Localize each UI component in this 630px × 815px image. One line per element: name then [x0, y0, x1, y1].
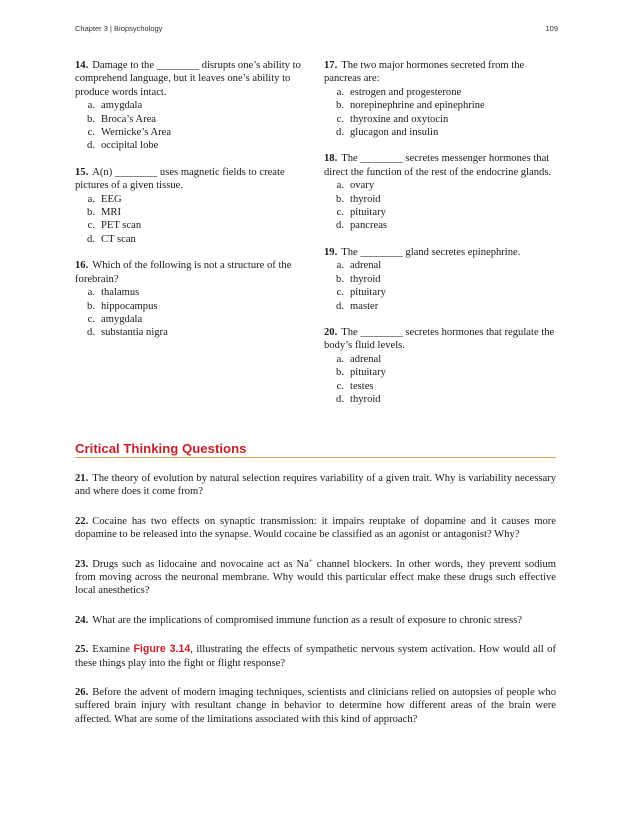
- option: a. estrogen and progesterone: [336, 86, 462, 98]
- question-14: [75, 59, 301, 153]
- option: a. thalamus: [87, 287, 140, 299]
- option: b. pituitary: [336, 367, 386, 379]
- critical-thinking-section: [75, 441, 556, 726]
- chapter-header: Chapter 3 | Biopsychology: [75, 24, 163, 33]
- option: b. thyroid: [336, 193, 381, 205]
- question-text: The ________ gland secretes epinephrine.: [341, 246, 521, 258]
- option: d. substantia nigra: [87, 327, 168, 339]
- question-text: A(n) ________ uses magnetic fields to create pictures of a given tissue.: [75, 166, 285, 192]
- question-text: The ________ secretes hormones that regulate the body’s fluid levels.: [324, 326, 555, 352]
- option: c. PET scan: [87, 220, 142, 232]
- option: d. CT scan: [87, 233, 136, 245]
- option: b. hippocampus: [87, 300, 158, 312]
- question-number: 19.: [324, 246, 338, 258]
- question-24: 24. What are the implications of compromised immune function as a result of exposure to chronic stress?: [75, 614, 523, 626]
- section-title: Critical Thinking Questions: [75, 441, 556, 458]
- question-number: 15.: [75, 166, 89, 178]
- question-22: 22. Cocaine has two effects on synaptic transmission: it impairs reuptake of dopamine and it causes more dopamine to be released into the synapse. Would cocaine be classified as an agonist or antagonist? Why?: [75, 515, 556, 541]
- option: d. thyroid: [336, 393, 381, 405]
- option: a. adrenal: [336, 353, 382, 365]
- questions-left-column: [75, 59, 301, 353]
- question-number: 20.: [324, 326, 338, 338]
- question-26: 26. Before the advent of modern imaging techniques, scientists and clinicians relied on autopsies of people who suffered brain injury with resultant change in behavior to determine how different areas of the brain were affected. What are some of the limitations associated with this kind of approach?: [75, 687, 556, 725]
- option: b. MRI: [87, 207, 122, 219]
- option: d. pancreas: [336, 220, 388, 232]
- questions-right-column: [324, 59, 556, 419]
- question-text: The two major hormones secreted from the pancreas are:: [324, 60, 525, 85]
- option: d. glucagon and insulin: [336, 127, 439, 139]
- question-21: 21. The theory of evolution by natural selection requires variability of a given trait. Why is variability necessary and where does it come from?: [75, 473, 556, 498]
- option: d. master: [336, 300, 379, 312]
- question-text: The ________ secretes messenger hormones that direct the function of the rest of the endocrine glands.: [324, 153, 552, 178]
- figure-link[interactable]: Figure 3.14: [133, 643, 191, 656]
- question-number: 18.: [324, 153, 338, 165]
- option: c. amygdala: [87, 313, 143, 325]
- option: a. adrenal: [336, 260, 382, 272]
- question-16: [75, 259, 301, 339]
- question-text: Which of the following is not a structure of the forebrain?: [75, 260, 292, 285]
- question-number: 16.: [75, 260, 89, 272]
- question-number: 17.: [324, 60, 338, 71]
- option: c. Wernicke’s Area: [87, 127, 172, 139]
- option: c. pituitary: [336, 207, 386, 219]
- option: b. norepinephrine and epinephrine: [336, 100, 485, 112]
- question-19: [324, 246, 556, 313]
- option: c. testes: [336, 380, 374, 392]
- question-18: [324, 152, 556, 232]
- question-15: [75, 166, 301, 246]
- option: a. EEG: [87, 193, 122, 205]
- option: c. thyroxine and oxytocin: [336, 113, 449, 125]
- question-20: [324, 326, 556, 406]
- option: d. occipital lobe: [87, 140, 159, 152]
- page-number: 109: [545, 24, 558, 33]
- question-text: Damage to the ________ disrupts one’s ability to comprehend language, but it leaves one’s ability to produce words intact.: [75, 60, 301, 98]
- option: b. Broca’s Area: [87, 113, 157, 125]
- question-number: 14.: [75, 60, 89, 71]
- option: c. pituitary: [336, 287, 386, 299]
- option: a. amygdala: [87, 100, 143, 112]
- question-17: [324, 59, 556, 139]
- question-25: 25. Examine Figure 3.14, illustrating the effects of sympathetic nervous system activation. How would all of these things play into the fight or flight response?: [75, 643, 556, 669]
- option: b. thyroid: [336, 273, 381, 285]
- option: a. ovary: [336, 180, 375, 192]
- question-23: 23. Drugs such as lidocaine and novocaine act as Na+ channel blockers. In other words, they prevent sodium from moving across the neuronal membrane. Why would this particular effect make these drugs such effective local anesthetics?: [75, 556, 556, 597]
